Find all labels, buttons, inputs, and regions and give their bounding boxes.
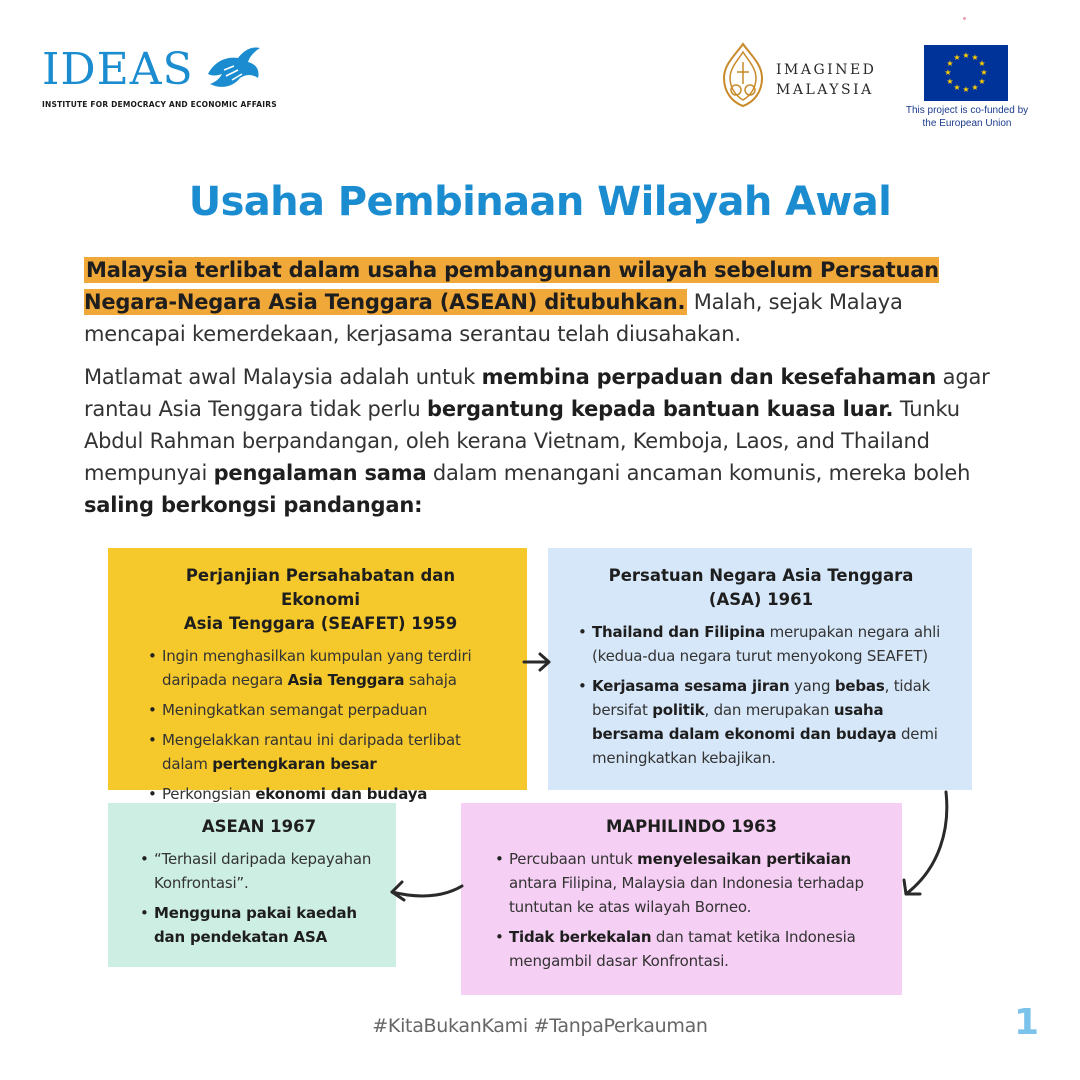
list-item: • “Terhasil daripada kepayahan Konfrontasi”.	[154, 847, 380, 895]
svg-text:★: ★	[980, 68, 988, 77]
svg-text:★: ★	[962, 51, 970, 60]
seafet-bullet-list	[146, 644, 507, 806]
ideas-subtitle: INSTITUTE FOR DEMOCRACY AND ECONOMIC AFFAIRS	[42, 100, 277, 109]
asean-box	[108, 803, 396, 967]
arrow-asa-to-maphilindo-icon	[896, 788, 956, 904]
list-item: • Mengguna pakai kaedah dan pendekatan ASA	[154, 901, 380, 949]
maphilindo-title: MAPHILINDO 1963	[605, 817, 778, 836]
ideas-logo-text: IDEAS	[42, 44, 194, 95]
seafet-title: Perjanjian Persahabatan dan Ekonomi Asia Tenggara (SEAFET) 1959	[183, 566, 458, 633]
asean-bullet-list	[138, 847, 380, 949]
list-item: • Percubaan untuk menyelesaikan pertikaian antara Filipina, Malaysia dan Indonesia terhadap tuntutan ke atas wilayah Borneo.	[509, 847, 890, 919]
svg-text:★: ★	[953, 83, 961, 92]
maphilindo-bullet-list	[493, 847, 890, 973]
svg-text:★: ★	[944, 68, 952, 77]
list-item: • Tidak berkekalan dan tamat ketika Indonesia mengambil dasar Konfrontasi.	[509, 925, 890, 973]
arrow-maphilindo-to-asean-icon	[386, 876, 466, 912]
svg-text:★: ★	[946, 77, 954, 86]
page-title: Usaha Pembinaan Wilayah Awal	[188, 179, 892, 225]
svg-text:★: ★	[962, 85, 970, 94]
asa-title: Persatuan Negara Asia Tenggara (ASA) 1961	[608, 566, 914, 609]
eu-flag-icon	[924, 45, 1008, 101]
svg-text:★: ★	[971, 53, 979, 62]
list-item: • Perkongsian ekonomi dan budaya	[162, 782, 507, 806]
intro-paragraph-2: Matlamat awal Malaysia adalah untuk membina perpaduan dan kesefahaman agar rantau Asia Tenggara tidak perlu bergantung kepada bantuan kuasa luar. Tunku Abdul Rahman berpandangan, oleh kerana Vietnam, Kemboja, Laos, and Thailand mempunyai pengalaman sama dalam menangani ancaman komunis, mereka boleh saling berkongsi pandangan:	[84, 365, 990, 517]
imagined-line: IMAGINED	[776, 62, 877, 78]
asa-bullet-list	[576, 620, 958, 770]
list-item: • Meningkatkan semangat perpaduan	[162, 698, 507, 722]
svg-text:★: ★	[946, 59, 954, 68]
eu-cofunded-caption: This project is co-funded by the European Union	[905, 105, 1029, 129]
intro-paragraph-1: Malaysia terlibat dalam usaha pembangunan wilayah sebelum Persatuan Negara-Negara Asia Tenggara (ASEAN) ditubuhkan. Malah, sejak Malaya mencapai kemerdekaan, kerjasama serantau telah diusahakan.	[84, 258, 939, 346]
hashtags: #KitaBukanKami #TanpaPerkauman	[372, 1015, 708, 1037]
list-item: • Mengelakkan rantau ini daripada terlibat dalam pertengkaran besar	[162, 728, 507, 776]
svg-text:★: ★	[978, 77, 986, 86]
page-number: 1	[1014, 1002, 1040, 1043]
ideas-bird-icon	[204, 44, 264, 94]
imagined-malaysia-wordmark	[776, 60, 876, 100]
intro-highlight: Malaysia terlibat dalam usaha pembangunan wilayah sebelum Persatuan Negara-Negara Asia Tenggara (ASEAN) ditubuhkan.	[84, 258, 939, 314]
seafet-box	[108, 548, 527, 803]
list-item: • Thailand dan Filipina merupakan negara ahli (kedua-dua negara turut menyokong SEAFET)	[592, 620, 958, 668]
asa-box	[548, 548, 972, 790]
maphilindo-box	[461, 803, 902, 995]
decorative-dot	[963, 17, 966, 20]
svg-text:★: ★	[971, 83, 979, 92]
asean-title: ASEAN 1967	[201, 817, 317, 836]
malaysia-line: MALAYSIA	[776, 82, 874, 98]
svg-text:★: ★	[978, 59, 986, 68]
list-item: • Ingin menghasilkan kumpulan yang terdiri daripada negara Asia Tenggara sahaja	[162, 644, 507, 692]
list-item: • Kerjasama sesama jiran yang bebas, tidak bersifat politik, dan merupakan usaha bersama dalam ekonomi dan budaya demi meningkatkan kebajikan.	[592, 674, 958, 770]
arrow-seafet-to-asa-icon	[522, 650, 552, 674]
imagined-malaysia-emblem-icon	[720, 42, 766, 108]
svg-text:★: ★	[953, 53, 961, 62]
